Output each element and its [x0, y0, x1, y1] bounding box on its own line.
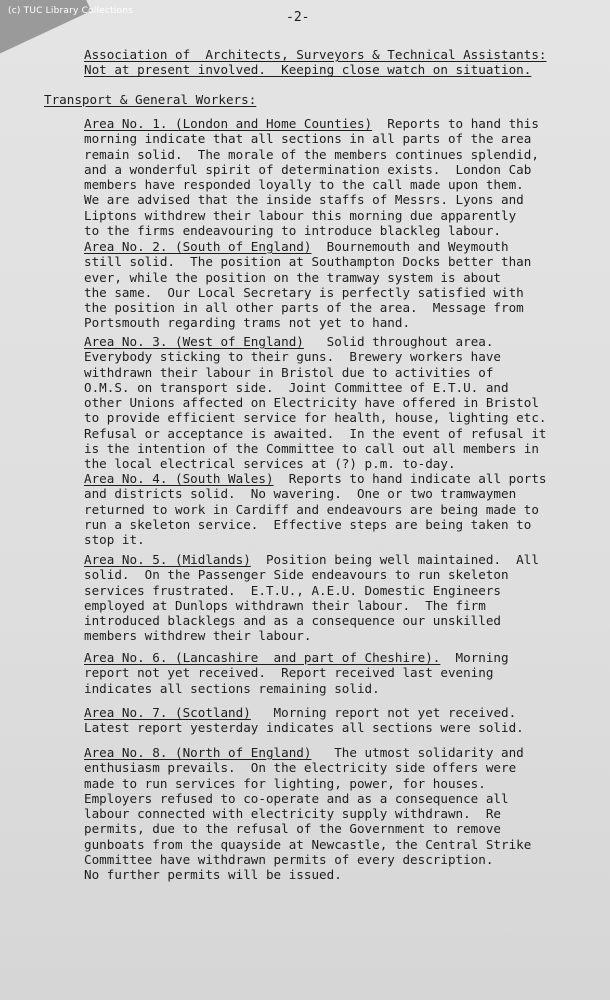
body-line: employed at Dunlops withdrawn their labour. The firm — [84, 597, 486, 613]
body-line: is the intention of the Committee to call out all members in — [84, 441, 539, 457]
body-line: the same. Our Local Secretary is perfectly satisfied with — [84, 284, 524, 300]
body-line: and districts solid. No wavering. One or two tramwaymen — [84, 486, 517, 502]
body-line: introduced blacklegs and as a consequence our unskilled — [84, 613, 502, 629]
area-paragraph — [84, 650, 509, 696]
body-line: run a skeleton service. Effective steps are being taken to — [84, 516, 532, 532]
area-title: Area No. 8. (North of England) — [84, 745, 312, 760]
area-paragraph — [84, 334, 547, 472]
area-first-line: Area No. 6. (Lancashire and part of Cheshire). Morning — [84, 650, 509, 665]
body-line: No further permits will be issued. — [84, 867, 342, 883]
area-paragraph — [84, 745, 531, 883]
area-first-line: Area No. 4. (South Wales) Reports to hand indicate all ports — [84, 471, 547, 486]
body-line: returned to work in Cardiff and endeavours are being made to — [84, 501, 539, 517]
body-line: enthusiasm prevails. On the electricity side offers were — [84, 760, 517, 776]
watermark: (c) TUC Library Collections — [8, 6, 133, 16]
area-title: Area No. 2. (South of England) — [84, 239, 312, 254]
area-paragraph — [84, 705, 524, 736]
body-line: stop it. — [84, 532, 145, 548]
area-paragraph — [84, 116, 539, 238]
body-line: labour connected with electricity supply withdrawn. Re — [84, 806, 502, 822]
body-line: Committee have withdrawn permits of every description. — [84, 852, 494, 868]
body-line: the position in all other parts of the area. Message from — [84, 300, 524, 316]
body-line: Refusal or acceptance is awaited. In the event of refusal it — [84, 425, 547, 441]
body-line: to the firms endeavouring to introduce blackleg labour. — [84, 223, 502, 239]
body-line: O.M.S. on transport side. Joint Committee of E.T.U. and — [84, 379, 509, 395]
body-line: indicates all sections remaining solid. — [84, 680, 380, 696]
body-line: Portsmouth regarding trams not yet to hand. — [84, 315, 411, 331]
area-title: Area No. 4. (South Wales) — [84, 471, 274, 486]
body-line: to provide efficient service for health, house, lighting etc. — [84, 410, 547, 426]
area-first-line: Area No. 7. (Scotland) Morning report not yet received. — [84, 705, 517, 720]
area-title: Area No. 6. (Lancashire and part of Cheshire). — [84, 650, 441, 665]
body-line: solid. On the Passenger Side endeavours to run skeleton — [84, 567, 509, 583]
body-line: the local electrical services at (?) p.m. to-day. — [84, 456, 456, 472]
area-paragraph — [84, 471, 547, 547]
body-line: Employers refused to co-operate and as a consequence all — [84, 790, 509, 806]
body-line: Everybody sticking to their guns. Brewery workers have — [84, 349, 502, 365]
area-first-line: Area No. 8. (North of England) The utmost solidarity and — [84, 745, 524, 760]
area-first-line: Area No. 3. (West of England) Solid throughout area. — [84, 334, 494, 349]
body-line: report not yet received. Report received last evening — [84, 665, 494, 681]
body-line: members withdrew their labour. — [84, 628, 312, 644]
area-title: Area No. 1. (London and Home Counties) — [84, 116, 373, 131]
body-line: We are advised that the inside staffs of Messrs. Lyons and — [84, 192, 524, 208]
area-first-line: Area No. 1. (London and Home Counties) Reports to hand this — [84, 116, 539, 131]
association-paragraph — [84, 47, 547, 78]
area-first-line: Area No. 2. (South of England) Bournemouth and Weymouth — [84, 239, 509, 254]
page-number: -2- — [286, 10, 310, 25]
section-heading: Transport & General Workers: — [44, 92, 257, 107]
body-line: and a wonderful spirit of determination exists. London Cab — [84, 161, 532, 177]
association-line: Association of Architects, Surveyors & Technical Assistants: — [84, 47, 547, 62]
body-line: still solid. The position at Southampton Docks better than — [84, 254, 532, 270]
body-line: made to run services for lighting, power, for houses. — [84, 775, 486, 791]
association-line: Not at present involved. Keeping close watch on situation. — [84, 62, 532, 78]
area-title: Area No. 7. (Scotland) — [84, 705, 251, 720]
body-line: withdrawn their labour in Bristol due to activities of — [84, 364, 494, 380]
body-line: ever, while the position on the tramway system is about — [84, 269, 502, 285]
area-title: Area No. 5. (Midlands) — [84, 552, 251, 567]
body-line: services frustrated. E.T.U., A.E.U. Domestic Engineers — [84, 582, 502, 598]
body-line: Latest report yesterday indicates all sections were solid. — [84, 720, 524, 736]
body-line: permits, due to the refusal of the Government to remove — [84, 821, 502, 837]
body-line: morning indicate that all sections in all parts of the area — [84, 131, 532, 147]
area-title: Area No. 3. (West of England) — [84, 334, 304, 349]
body-line: members have responded loyally to the call made upon them. — [84, 177, 524, 193]
body-line: other Unions affected on Electricity have offered in Bristol — [84, 395, 539, 411]
body-line: remain solid. The morale of the members continues splendid, — [84, 146, 539, 162]
area-paragraph — [84, 552, 539, 644]
body-line: gunboats from the quayside at Newcastle, the Central Strike — [84, 836, 532, 852]
body-line: Liptons withdrew their labour this morning due apparently — [84, 207, 517, 223]
area-first-line: Area No. 5. (Midlands) Position being well maintained. All — [84, 552, 539, 567]
area-paragraph — [84, 239, 531, 331]
